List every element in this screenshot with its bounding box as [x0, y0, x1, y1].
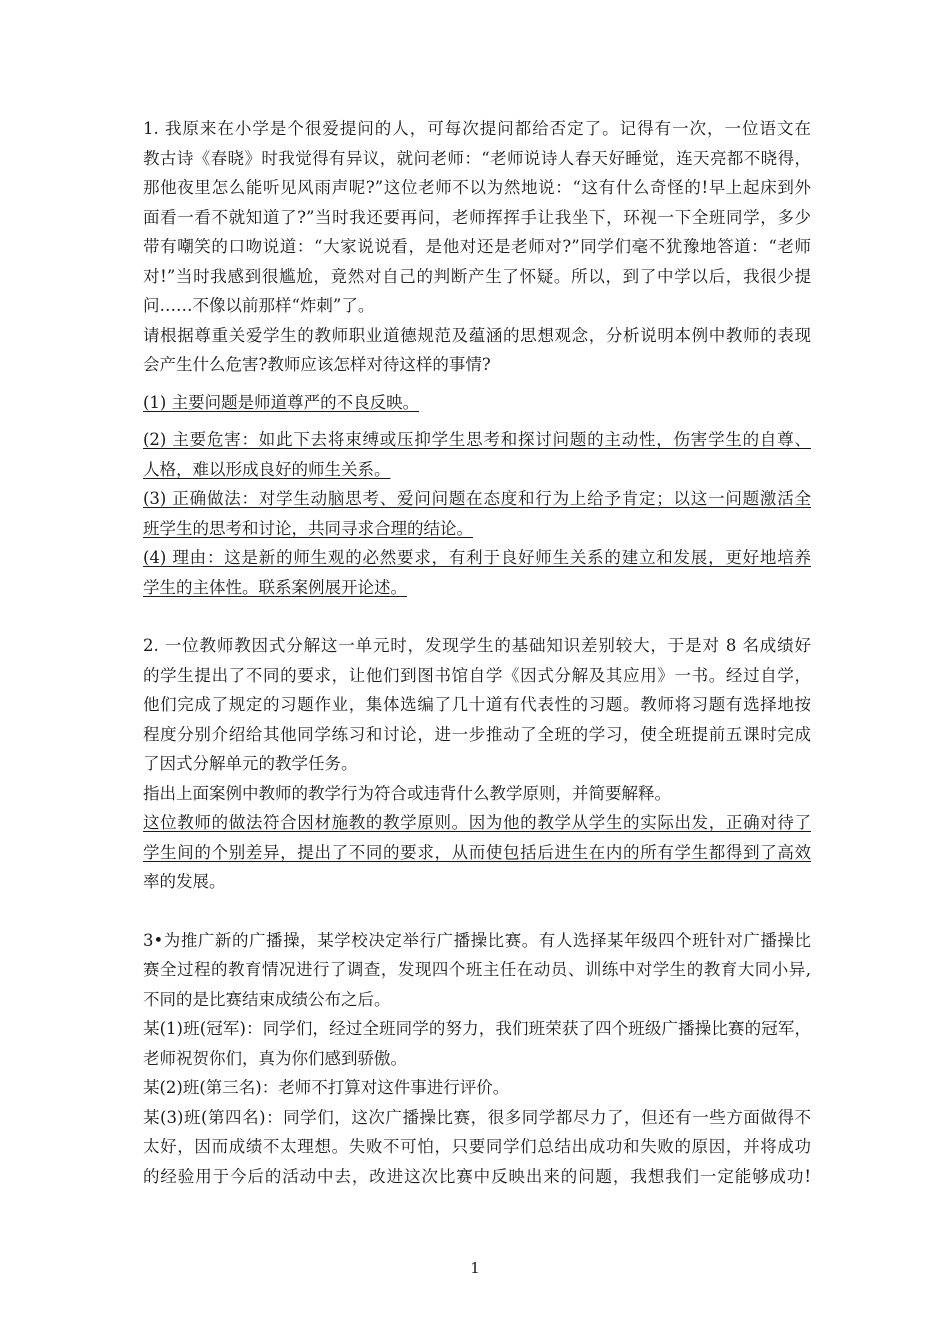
question-3 — [143, 926, 811, 1192]
answer-text: (3) 正确做法：对学生动脑思考、爱问问题在态度和行为上给予肯定；以这一问题激活全 — [143, 489, 811, 508]
answer-text: (1) 主要问题是师道尊严的不良反映。 — [143, 392, 420, 412]
text-line: 对!”当时我感到很尴尬，竟然对自己的判断产生了怀疑。所以，到了中学以后，我很少提 — [143, 266, 811, 286]
answer-1-3 — [143, 484, 811, 543]
text-line: 太好，因而成绩不太理想。失败不可怕，只要同学们总结出成功和失败的原因，并将成功 — [143, 1137, 811, 1156]
answer-2 — [143, 808, 811, 897]
text-line: 的学生提出了不同的要求，让他们到图书馆自学《因式分解及其应用》一书。经过自学， — [143, 665, 811, 685]
question-1-prompt — [143, 321, 811, 380]
text-line: 的经验用于今后的活动中去，改进这次比赛中反映出来的问题，我想我们一定能够成功! — [143, 1166, 811, 1186]
text-line: 1. 我原来在小学是个很爱提问的人，可每次提问都给否定了。记得有一次，一位语文在 — [143, 119, 811, 138]
answer-text: 学生间的个别差异，提出了不同的要求，从而使包括后进生在内的所有学生都得到了高效 — [143, 842, 811, 862]
text-line: 了因式分解单元的教学任务。 — [143, 754, 358, 773]
question-2-body — [143, 631, 811, 779]
question-3-body — [143, 926, 811, 1015]
text-line: 那他夜里怎么能听见风雨声呢?”这位老师不以为然地说：“这有什么奇怪的!早上起床到外 — [143, 178, 811, 197]
text-line: 教古诗《春晓》时我觉得有异议，就问老师：“老师说诗人春天好睡觉，连天亮都不晓得， — [143, 148, 811, 168]
answer-text-line — [143, 514, 811, 544]
answer-1-1 — [143, 388, 811, 418]
class-2-remark: 某(2)班(第三名)：老师不打算对这件事进行评价。 — [143, 1078, 510, 1097]
text-line: 程度分别介绍给其他同学练习和讨论，进一步推动了全班的学习，使全班提前五课时完成 — [143, 724, 811, 744]
answer-text: 班学生的思考和讨论，共同寻求合理的结论。 — [143, 518, 473, 538]
question-2 — [143, 631, 811, 897]
answer-1-2 — [143, 425, 811, 484]
answer-text: (2) 主要危害：如此下去将束缚或压抑学生思考和探讨问题的主动性，伤害学生的自尊、 — [143, 430, 811, 449]
question-1-body — [143, 114, 811, 321]
text-line: 不同的是比赛结束成绩公布之后。 — [143, 989, 391, 1009]
answer-1-4 — [143, 543, 811, 602]
text-line: 请根据尊重关爱学生的教师职业道德规范及蕴涵的思想观念，分析说明本例中教师的表现 — [143, 325, 811, 345]
text-line: 某(1)班(冠军)：同学们，经过全班同学的努力，我们班荣获了四个班级广播操比赛的冠军， — [143, 1019, 811, 1038]
question-1 — [143, 114, 811, 602]
text-line: 老师祝贺你们，真为你们感到骄傲。 — [143, 1048, 407, 1068]
class-1-remark — [143, 1014, 811, 1073]
page-number: 1 — [470, 1259, 480, 1277]
answer-text: 这位教师的做法符合因材施教的教学原则。因为他的教学从学生的实际出发，正确对待了 — [143, 813, 811, 832]
text-line: 某(3)班(第四名)：同学们，这次广播操比赛，很多同学都尽力了，但还有一些方面做得不 — [143, 1107, 811, 1127]
answer-text: 率的发展。 — [143, 872, 226, 891]
answer-text-line — [143, 455, 811, 485]
answer-text: (4) 理由：这是新的师生观的必然要求，有利于良好师生关系的建立和发展，更好地培养 — [143, 548, 811, 567]
text-line: 带有嘲笑的口吻说道：“大家说说看，是他对还是老师对?”同学们毫不犹豫地答道：“老师 — [143, 237, 811, 256]
answer-text: 人格，难以形成良好的师生关系。 — [143, 459, 391, 479]
class-3-remark — [143, 1103, 811, 1192]
text-line: 他们完成了规定的习题作业，集体选编了几十道有代表性的习题。教师将习题有选择地按 — [143, 695, 811, 714]
text-line: 问……不像以前那样“炸刺”了。 — [143, 296, 375, 315]
answer-text: 学生的主体性。联系案例展开论述。 — [143, 577, 407, 597]
document-content — [143, 114, 811, 1191]
text-line: 3•为推广新的广播操，某学校决定举行广播操比赛。有人选择某年级四个班针对广播操比 — [143, 930, 811, 950]
text-line: 2. 一位教师教因式分解这一单元时，发现学生的基础知识差别较大，于是对 8 名成绩好 — [143, 636, 811, 655]
question-2-prompt: 指出上面案例中教师的教学行为符合或违背什么教学原则，并简要解释。 — [143, 783, 671, 803]
text-line: 赛全过程的教育情况进行了调查，发现四个班主任在动员、训练中对学生的教育大同小异, — [143, 960, 811, 979]
answer-text-line — [143, 573, 811, 603]
text-line: 面看一看不就知道了?”当时我还要再问，老师挥挥手让我坐下，环视一下全班同学，多少 — [143, 207, 811, 227]
text-line: 会产生什么危害?教师应该怎样对待这样的事情? — [143, 355, 491, 374]
